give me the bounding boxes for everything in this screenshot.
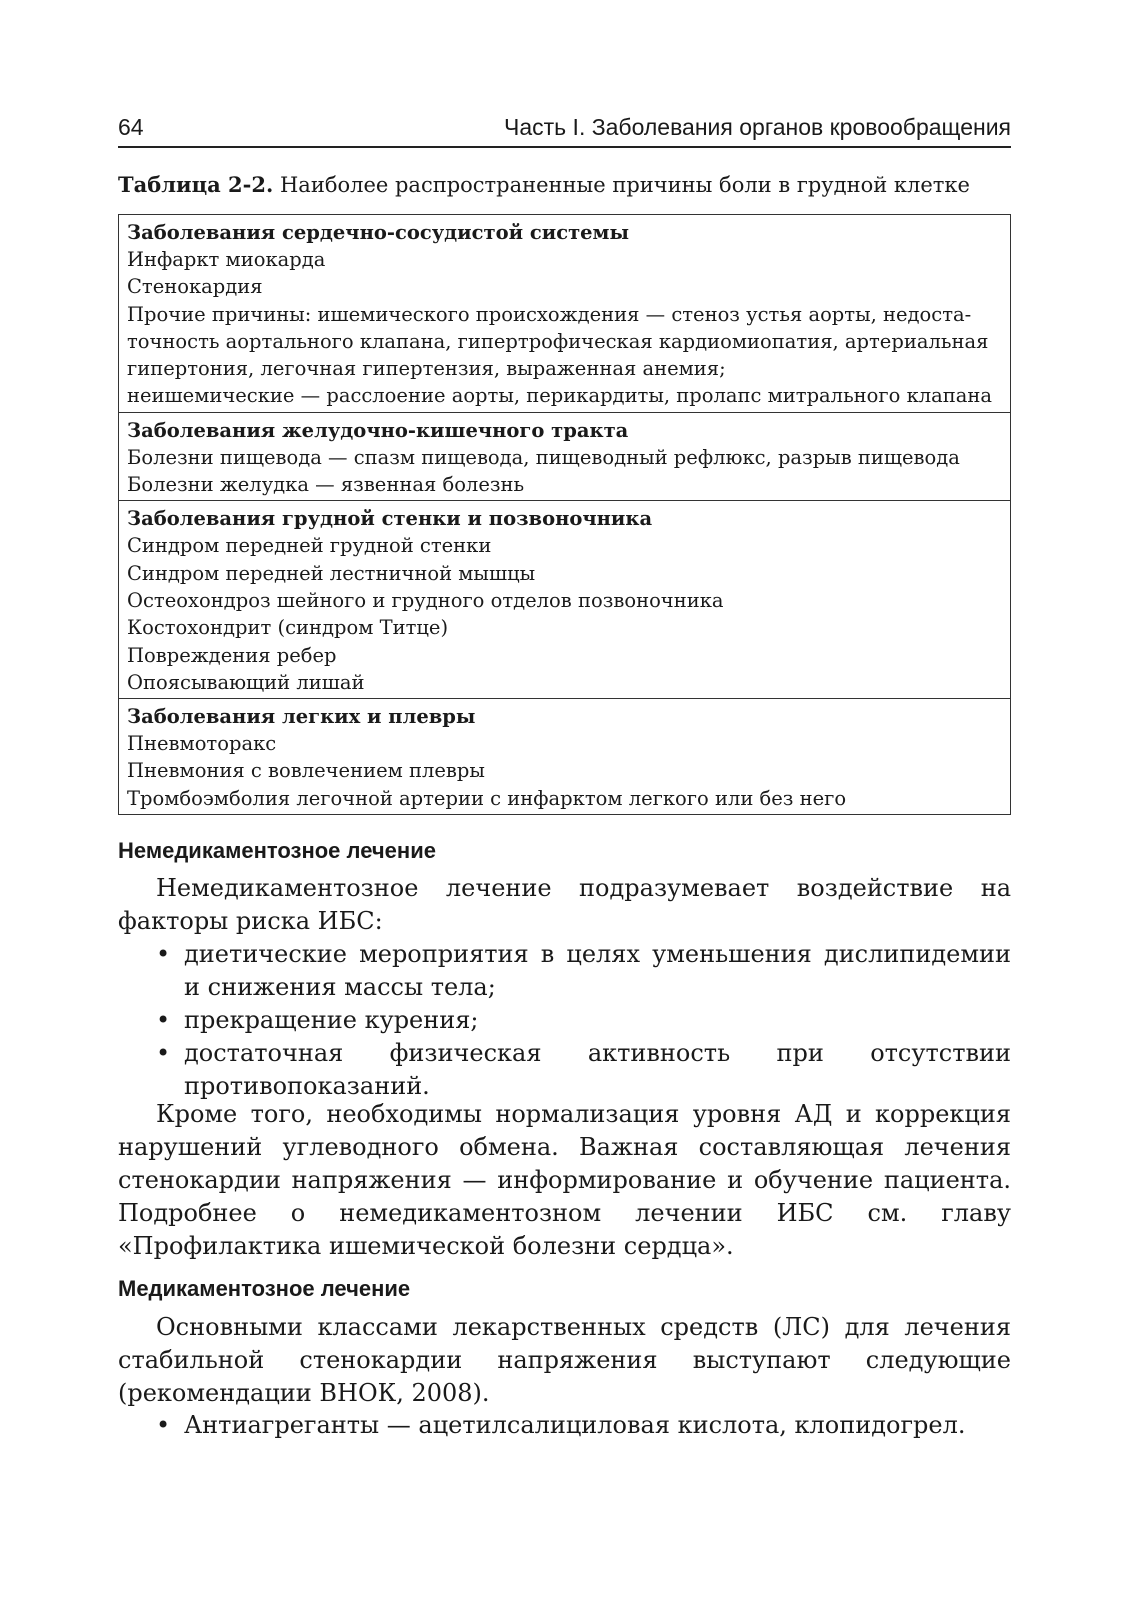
table-row: Остеохондроз шейного и грудного отделов позвоночника [127,588,724,612]
table-section-lungs [119,698,1010,814]
bullet-list-nondrug [118,938,1011,1103]
page-number: 64 [118,114,144,140]
table-section-heading: Заболевания желудочно-кишечного тракта [127,418,629,442]
table-row: Синдром передней грудной стенки [127,534,492,558]
table-section-heading: Заболевания грудной стенки и позвоночника [127,507,653,531]
table-row: Болезни пищевода — спазм пищевода, пищеводный рефлюкс, разрыв пищевода [127,445,960,469]
causes-table [118,214,1011,815]
table-section-heading: Заболевания легких и плевры [127,705,476,729]
table-row: неишемические — расслоение аорты, перикардиты, пролапс митрального клапана [127,384,993,408]
paragraph-nondrug-details: Кроме того, необходимы нормализация уровня АД и коррекция нарушений углеводного обмена. Важная составляющая лечения стенокардии напряжения — информирование и обучение пациента. Подробнее о немедикаментозном лечении ИБС см. главу «Профилактика ишемической болезни сердца». [118,1100,1011,1260]
table-row: гипертония, легочная гипертензия, выраженная анемия; [127,357,726,381]
table-section-chest-wall [119,500,1010,698]
running-header [118,110,1011,148]
table-row: Болезни желудка — язвенная болезнь [127,473,525,497]
paragraph-nondrug-intro: Немедикаментозное лечение подразумевает воздействие на факторы риска ИБС: [118,874,1011,935]
running-title: Часть I. Заболевания органов кровообращения [504,114,1011,140]
section-heading-drug: Медикаментозное лечение [118,1276,411,1301]
table-row: Тромбоэмболия легочной артерии с инфарктом легкого или без него [127,786,847,810]
table-caption-text: Наиболее распространенные причины боли в грудной клетке [273,173,970,197]
table-row: Пневмоторакс [127,732,277,756]
list-item: • прекращение курения; [118,1004,1011,1037]
table-row: Костохондрит (синдром Титце) [127,616,449,640]
table-row: Стенокардия [127,275,263,299]
bullet-list-drug [118,1409,1011,1442]
table-section-cardiovascular [119,215,1010,412]
table-row: Прочие причины: ишемического происхождения — стеноз устья аорты, недоста- [127,302,972,326]
section-heading-nondrug: Немедикаментозное лечение [118,838,436,863]
paragraph-drug-intro: Основными классами лекарственных средств (ЛС) для лечения стабильной стенокардии напряжения выступают следующие (рекомендации ВНОК, 2008). [118,1313,1011,1407]
table-section-gastrointestinal [119,412,1010,501]
table-row: Пневмония с вовлечением плевры [127,759,485,783]
table-section-heading: Заболевания сердечно-сосудистой системы [127,221,630,244]
table-row: точность аортального клапана, гипертрофическая кардиомиопатия, артериальная [127,329,989,353]
table-row: Синдром передней лестничной мышцы [127,561,536,585]
list-item: • диетические мероприятия в целях уменьшения дислипидемии и снижения массы тела; [118,938,1011,1004]
list-item: • Антиагреганты — ацетилсалициловая кислота, клопидогрел. [118,1409,1011,1442]
list-item: • достаточная физическая активность при отсутствии противопоказаний. [118,1037,1011,1103]
table-caption-label: Таблица 2-2. [118,172,274,197]
table-row: Повреждения ребер [127,643,337,667]
table-row: Инфаркт миокарда [127,248,326,271]
table-caption [118,172,970,197]
table-row: Опоясывающий лишай [127,670,365,694]
